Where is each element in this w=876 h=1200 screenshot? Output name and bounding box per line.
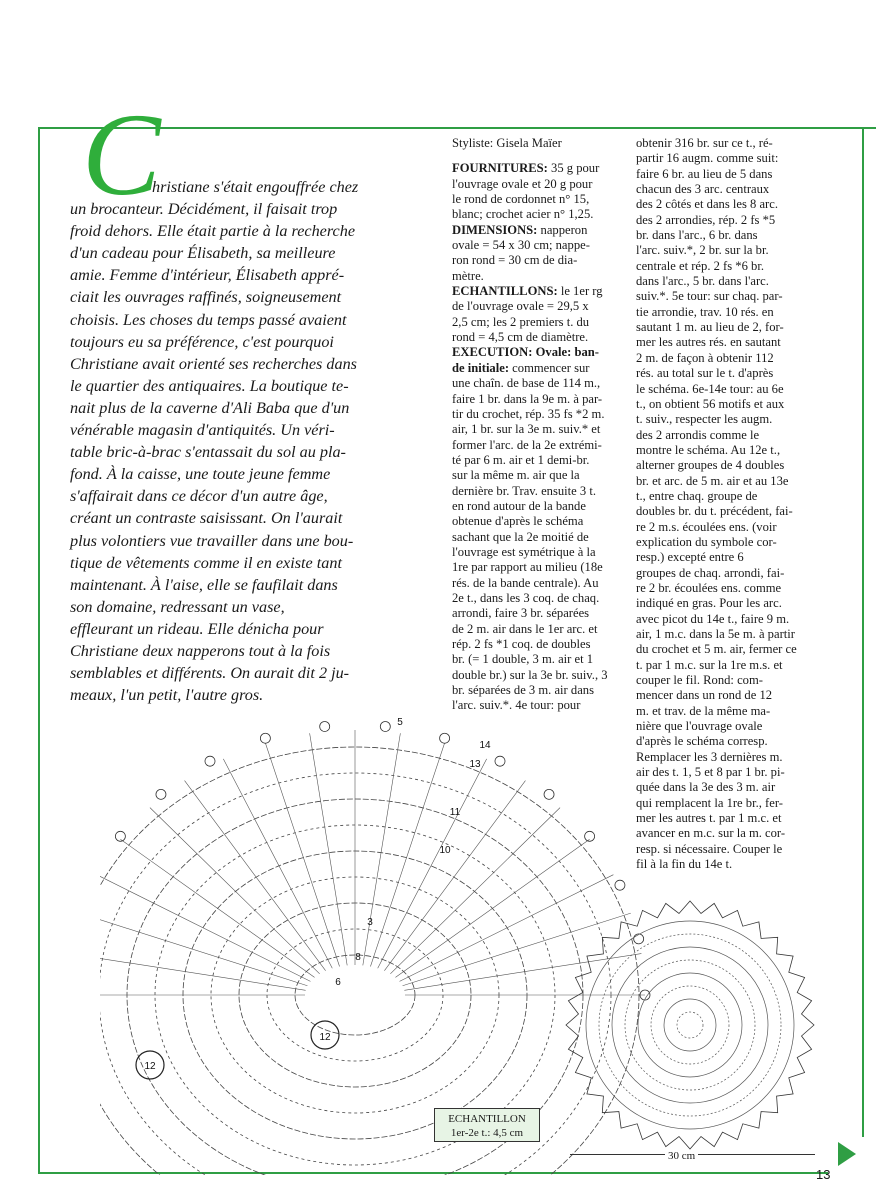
crochet-stitch-line [378,759,487,968]
instruction-line: re 2 br. écoulées ens. comme [636,580,782,595]
picot-loop [205,756,215,766]
crochet-round [100,747,639,1175]
instruction-line: m. et trav. de la même ma- [636,703,771,718]
round-number-label: 11 [449,807,461,818]
round-number-label: 8 [355,952,361,963]
stylist-credit: Styliste: Gisela Maïer [452,136,562,150]
instruction-line [452,376,624,391]
instruction-line [452,161,624,176]
instruction-line: mencer dans un rond de 12 [636,688,773,703]
instruction-line: avancer en m.c. sur la m. cor- [636,826,786,841]
instruction-line: des 2 côtés et dans les 8 arc. [636,197,778,212]
crochet-stitch-line [100,875,310,982]
instruction-line: air des t. 1, 5 et 8 par 1 br. pi- [636,765,785,780]
instruction-line: groupes de chaq. arrondi, fai- [636,565,785,580]
instruction-text: 2,5 cm; les 2 premiers t. du [452,314,590,329]
instruction-line: partir 16 augm. comme suit: [636,151,779,166]
instruction-text: de 2 m. air dans le 1er arc. et [452,621,598,636]
page-number: 13 [816,1167,831,1182]
instruction-line: l'arc. suiv.*, 2 br. sur la br. [636,243,769,258]
instruction-text: former l'arc. de la 2e extrémi- [452,437,602,452]
instruction-line: resp.) excepté entre 6 [636,550,744,565]
instruction-line: des 2 arrondis comme le [636,427,760,442]
instruction-text: le rond de cordonnet n° 15, [452,192,590,207]
instruction-line: air, 1 m.c. dans la 5e m. à partir [636,627,795,641]
instruction-line [452,622,624,637]
round-number-label: 12 [144,1061,156,1072]
instruction-line: le schéma. 6e-14e tour: au 6e [636,381,784,396]
picot-loop [544,789,554,799]
instruction-text: ron rond = 30 cm de dia- [452,253,578,268]
round-number-label: 13 [469,759,481,770]
round-chart-ring [677,1012,703,1038]
instruction-line [452,545,624,560]
crochet-stitch-line [100,954,306,991]
intro-story [70,176,430,706]
instruction-text: 35 g pour [547,161,600,176]
intro-line: semblables et différents. On aurait dit 2 ju- [70,664,350,683]
instruction-text: 2e t., dans les 3 coq. de chaq. [452,590,600,605]
instruction-text: air, 1 br. sur la 3e m. suiv.* et [452,422,601,437]
intro-line: tique de vêtements comme il en existe tant [70,553,342,572]
instruction-text: l'arc. suiv.*. 4e tour: pour [452,698,581,713]
instruction-line: t., on obtient 56 motifs et aux [636,396,785,411]
instruction-text: double br.) sur la 3e br. suiv., 3 [452,667,608,682]
instruction-text: arrondi, faire 3 br. séparées [452,606,590,621]
instruction-line: qui remplacent la 1re br., fer- [636,795,783,810]
intro-line: effleurant un rideau. Elle dénicha pour [70,619,324,638]
intro-line: créant un contraste saisissant. On l'aurait [70,509,343,528]
instruction-heading: EXECUTION: Ovale: ban- [452,345,599,360]
instruction-line [452,361,624,376]
instruction-heading: ECHANTILLONS: [452,284,558,299]
frame-right-rule [862,127,864,1137]
intro-line: amie. Femme d'intérieur, Élisabeth appré- [70,266,345,285]
crochet-stitch-line [363,733,401,965]
instruction-text: blanc; crochet acier n° 1,25. [452,207,594,222]
picot-loop [380,721,390,731]
instruction-text: sur la même m. air que la [452,468,580,483]
instruction-line: couper le fil. Rond: com- [636,673,763,688]
instructions-column-2 [636,136,820,873]
instruction-line: br. et arc. de 5 m. air et au 13e [636,473,789,488]
instruction-line [452,560,624,575]
round-chart-ring [586,921,794,1129]
round-chart-picot-edge [566,901,814,1149]
instruction-line: t. suiv., respecter les augm. [636,412,773,427]
intro-line: Christiane deux napperons tout à la fois [70,641,331,660]
instruction-text: br. séparées de 3 m. air dans [452,683,594,698]
intro-line: vénérable magasin d'antiquités. Un véri- [70,421,335,440]
crochet-stitch-line [223,759,332,968]
intro-line: s'affairait dans ce décor d'un autre âge, [70,487,328,506]
intro-line: froid dehors. Elle était partie à la recherche [70,222,356,241]
picot-loop [115,831,125,841]
instruction-line [452,422,624,437]
instruction-line: tie arrondie, trav. 10 rés. en [636,304,774,319]
intro-line: plus volontiers vue travailler dans une bou- [70,531,354,550]
round-number-label: 6 [335,977,341,988]
instruction-line [452,591,624,606]
instruction-line [452,330,624,345]
instruction-line: re 2 m.s. écoulées ens. (voir [636,519,777,534]
instruction-text: une chaîn. de base de 114 m., [452,376,601,391]
instruction-line [452,177,624,192]
instruction-line: suiv.*. 5e tour: sur chaq. par- [636,289,783,304]
instruction-text: napperon [537,222,588,237]
instruction-text: 1re par rapport au milieu (18e [452,560,603,575]
instruction-line: doubles br. du t. précédent, fai- [636,504,793,519]
instruction-line [452,392,624,407]
picot-loop [156,789,166,799]
instruction-line: explication du symbole cor- [636,534,777,549]
instruction-line: quée dans la 3e des 3 m. air [636,780,776,795]
instruction-line [452,299,624,314]
echantillon-detail: 1er-2e t.: 4,5 cm [450,1127,524,1139]
instruction-text: rép. 2 fs *1 coq. de doubles [452,637,591,651]
instruction-line [452,499,624,514]
dimension-label: 30 cm [665,1150,698,1162]
instruction-line [452,238,624,253]
crochet-stitch-line [185,781,326,971]
instruction-line: br. dans l'arc., 6 br. dans [636,228,758,243]
picot-loop [495,756,505,766]
instruction-line [452,223,624,238]
instruction-line: centrale et rép. 2 fs *6 br. [636,258,764,273]
crochet-stitch-line [120,839,314,977]
instruction-line: dans l'arc., 5 br. dans l'arc. [636,274,769,289]
instruction-text: l'ouvrage est symétrique à la [452,544,596,559]
instruction-line: avec picot du 14e t., faire 9 m. [636,611,790,626]
instruction-text: dernière br. Trav. ensuite 3 t. [452,483,596,498]
instruction-text: le 1er rg [557,284,603,299]
picot-loop [260,733,270,743]
intro-line: table bric-à-brac s'entassait du sol au pla- [70,443,346,462]
instruction-line: obtenir 316 br. sur ce t., ré- [636,136,773,150]
instruction-text: br. (= 1 double, 3 m. air et 1 [452,652,594,667]
instruction-text: obtenue d'après le schéma [452,514,584,529]
crochet-stitch-line [370,743,444,966]
instruction-line: indiqué en gras. Pour les arc. [636,596,782,611]
echantillon-title: ECHANTILLON [448,1113,526,1125]
instruction-text: commencer sur [509,360,590,375]
instruction-line [452,192,624,207]
round-chart-ring [638,973,742,1077]
instruction-line: des 2 arrondies, rép. 2 fs *5 [636,212,776,227]
intro-line: toujours eu sa préférence, c'est pourquoi [70,332,334,351]
instruction-line: nière que l'ouvrage ovale [636,719,763,734]
crochet-stitch-line [100,913,307,986]
instruction-line [452,468,624,483]
intro-line: maintenant. À l'aise, elle se faufilait dans [70,575,338,594]
intro-line: fond. À la caisse, une toute jeune femme [70,465,331,484]
intro-line: ciait les ouvrages raffinés, soigneusement [70,288,342,307]
instruction-line: du crochet et 5 m. air, fermer ce [636,642,797,657]
instruction-heading: DIMENSIONS: [452,222,538,237]
instruction-line [452,484,624,499]
instruction-line [452,576,624,591]
instruction-line: d'après le schéma corresp. [636,734,768,749]
picot-loop [615,880,625,890]
instruction-text: sachant que la 2e moitié de [452,529,589,544]
instruction-line [452,637,624,652]
instruction-line: resp. si nécessaire. Couper le [636,841,783,856]
round-chart-ring [651,986,729,1064]
instruction-line: mer les autres rés. en sautant [636,335,781,350]
next-page-arrow-icon[interactable] [838,1142,856,1166]
instruction-line: 2 m. de façon à obtenir 112 [636,350,774,365]
instruction-heading: de initiale: [452,360,510,375]
instruction-text: ovale = 54 x 30 cm; nappe- [452,238,590,253]
round-number-label: 12 [319,1032,331,1043]
instruction-line [452,530,624,545]
instruction-text: l'ouvrage ovale et 20 g pour [452,176,593,191]
instruction-line [452,345,624,360]
instruction-line: fil à la fin du 14e t. [636,857,733,872]
instruction-line: faire 6 br. au lieu de 5 dans [636,166,773,181]
intro-line: choisis. Les choses du temps passé avaient [70,310,347,329]
instruction-line [452,407,624,422]
round-chart-ring [612,947,768,1103]
instruction-line [452,514,624,529]
instruction-line [452,315,624,330]
round-doily-diagram [560,895,830,1165]
instruction-line [452,269,624,284]
crochet-stitch-line [310,733,348,965]
echantillon-box [434,1108,540,1142]
instruction-line: t. par 1 m.c. sur la 1re m.s. et [636,657,783,672]
round-chart-ring [625,960,755,1090]
round-number-label: 3 [367,917,373,928]
picot-loop [440,733,450,743]
instruction-line: montre le schéma. Au 12e t., [636,442,781,457]
round-chart-ring [599,934,781,1116]
instruction-text: tir du crochet, rép. 35 fs *2 m. [452,406,605,421]
picot-loop [320,721,330,731]
picot-loop [585,831,595,841]
instruction-text: faire 1 br. dans la 9e m. à par- [452,391,603,406]
instruction-line: t., entre chaq. groupe de [636,488,758,503]
instruction-line: mer les autres t. par 1 m.c. et [636,811,782,826]
instruction-line [452,253,624,268]
crochet-stitch-line [265,743,339,966]
instruction-line [452,453,624,468]
instruction-line [452,606,624,621]
round-chart-ring [664,999,716,1051]
intro-line: Christiane avait orienté ses recherches dans [70,354,357,373]
intro-line: le quartier des antiquaires. La boutique te- [70,376,349,395]
instruction-heading: FOURNITURES: [452,161,548,176]
intro-line: son domaine, redressant un vase, [70,597,285,616]
instruction-text: té par 6 m. air et 1 demi-br. [452,452,590,467]
instruction-line: sautant 1 m. au lieu de 2, for- [636,320,784,335]
round-number-label: 10 [439,845,451,856]
instruction-line: alterner groupes de 4 doubles [636,458,785,473]
round-number-label: 5 [397,717,403,728]
instruction-text: en rond autour de la bande [452,498,586,513]
instruction-text: rés. de la bande centrale). Au [452,575,599,590]
intro-line: hristiane s'était engouffrée chez [152,178,359,196]
frame-top-rule [38,127,876,129]
instructions-column-1 [452,136,624,714]
instruction-line [452,207,624,222]
instruction-line [452,438,624,453]
instruction-line: chacun des 3 arc. centraux [636,182,770,197]
drop-cap: C [82,89,161,220]
instruction-text: de l'ouvrage ovale = 29,5 x [452,299,589,314]
frame-left-rule [38,127,40,1174]
round-number-label: 14 [479,740,491,751]
intro-line: un brocanteur. Décidément, il faisait trop [70,200,338,219]
crochet-stitch-line [150,808,320,974]
instruction-line [452,284,624,299]
intro-line: d'un cadeau pour Élisabeth, sa meilleure [70,244,336,263]
crochet-stitch-line [390,808,560,974]
intro-line: nait plus de la caverne d'Ali Baba que d'un [70,398,350,417]
instruction-text: mètre. [452,268,484,283]
instruction-line: Remplacer les 3 dernières m. [636,749,783,764]
instruction-line: rés. au total sur le t. d'après [636,366,774,381]
intro-line: meaux, l'un petit, l'autre gros. [70,686,264,705]
instruction-text: rond = 4,5 cm de diamètre. [452,330,589,345]
